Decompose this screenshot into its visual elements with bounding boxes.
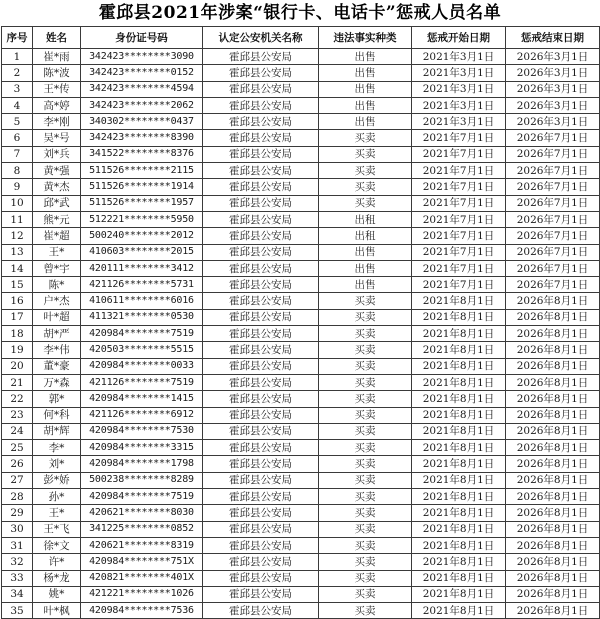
cell-violation-type: 出售	[319, 81, 412, 97]
cell-police-authority: 霍邱县公安局	[203, 277, 319, 293]
cell-end-date: 2026年8月1日	[506, 586, 600, 602]
cell-name: 董*豪	[33, 358, 81, 374]
cell-id-number: 421126********7519	[81, 374, 203, 390]
cell-index: 5	[2, 114, 33, 130]
cell-police-authority: 霍邱县公安局	[203, 489, 319, 505]
cell-index: 16	[2, 293, 33, 309]
cell-end-date: 2026年3月1日	[506, 65, 600, 81]
cell-name: 黄*杰	[33, 179, 81, 195]
cell-id-number: 421126********5731	[81, 277, 203, 293]
cell-start-date: 2021年7月1日	[412, 244, 506, 260]
cell-name: 黄*强	[33, 163, 81, 179]
table-row	[2, 358, 600, 374]
cell-police-authority: 霍邱县公安局	[203, 342, 319, 358]
cell-police-authority: 霍邱县公安局	[203, 179, 319, 195]
cell-end-date: 2026年8月1日	[506, 505, 600, 521]
cell-end-date: 2026年8月1日	[506, 423, 600, 439]
cell-end-date: 2026年7月1日	[506, 228, 600, 244]
cell-id-number: 420821********401X	[81, 570, 203, 586]
table-row	[2, 309, 600, 325]
cell-index: 30	[2, 521, 33, 537]
cell-name: 胡*严	[33, 326, 81, 342]
cell-police-authority: 霍邱县公安局	[203, 65, 319, 81]
cell-name: 王*飞	[33, 521, 81, 537]
cell-violation-type: 买卖	[319, 603, 412, 619]
cell-index: 13	[2, 244, 33, 260]
cell-id-number: 500238********8289	[81, 472, 203, 488]
cell-police-authority: 霍邱县公安局	[203, 603, 319, 619]
cell-violation-type: 买卖	[319, 374, 412, 390]
cell-end-date: 2026年8月1日	[506, 472, 600, 488]
cell-violation-type: 买卖	[319, 342, 412, 358]
cell-police-authority: 霍邱县公安局	[203, 456, 319, 472]
cell-start-date: 2021年7月1日	[412, 163, 506, 179]
cell-id-number: 420503********5515	[81, 342, 203, 358]
cell-end-date: 2026年7月1日	[506, 195, 600, 211]
cell-index: 22	[2, 391, 33, 407]
cell-name: 姚*	[33, 586, 81, 602]
cell-id-number: 420111********3412	[81, 260, 203, 276]
cell-id-number: 341225********0852	[81, 521, 203, 537]
cell-index: 3	[2, 81, 33, 97]
table-row	[2, 81, 600, 97]
cell-index: 2	[2, 65, 33, 81]
cell-police-authority: 霍邱县公安局	[203, 163, 319, 179]
cell-start-date: 2021年7月1日	[412, 146, 506, 162]
cell-id-number: 420984********751X	[81, 554, 203, 570]
table-row	[2, 228, 600, 244]
cell-end-date: 2026年3月1日	[506, 81, 600, 97]
cell-police-authority: 霍邱县公安局	[203, 554, 319, 570]
cell-id-number: 420984********7536	[81, 603, 203, 619]
cell-index: 27	[2, 472, 33, 488]
cell-start-date: 2021年8月1日	[412, 407, 506, 423]
cell-violation-type: 出售	[319, 260, 412, 276]
table-row	[2, 554, 600, 570]
cell-id-number: 410603********2015	[81, 244, 203, 260]
table-row	[2, 163, 600, 179]
cell-name: 陈*	[33, 277, 81, 293]
cell-index: 31	[2, 537, 33, 553]
cell-end-date: 2026年8月1日	[506, 342, 600, 358]
cell-start-date: 2021年8月1日	[412, 489, 506, 505]
cell-violation-type: 买卖	[319, 309, 412, 325]
cell-violation-type: 买卖	[319, 440, 412, 456]
cell-violation-type: 出售	[319, 97, 412, 113]
cell-end-date: 2026年3月1日	[506, 114, 600, 130]
table-row	[2, 49, 600, 65]
cell-name: 李*伟	[33, 342, 81, 358]
cell-start-date: 2021年8月1日	[412, 326, 506, 342]
cell-end-date: 2026年8月1日	[506, 391, 600, 407]
cell-start-date: 2021年3月1日	[412, 81, 506, 97]
cell-start-date: 2021年3月1日	[412, 97, 506, 113]
cell-violation-type: 买卖	[319, 195, 412, 211]
cell-end-date: 2026年7月1日	[506, 260, 600, 276]
cell-police-authority: 霍邱县公安局	[203, 97, 319, 113]
cell-violation-type: 买卖	[319, 505, 412, 521]
cell-name: 王*	[33, 505, 81, 521]
cell-index: 19	[2, 342, 33, 358]
column-header-violation-type: 违法事实种类	[319, 27, 412, 49]
cell-start-date: 2021年8月1日	[412, 570, 506, 586]
cell-id-number: 420984********1415	[81, 391, 203, 407]
cell-index: 33	[2, 570, 33, 586]
cell-start-date: 2021年8月1日	[412, 423, 506, 439]
cell-name: 孙*	[33, 489, 81, 505]
cell-end-date: 2026年7月1日	[506, 277, 600, 293]
cell-id-number: 420984********7519	[81, 489, 203, 505]
cell-start-date: 2021年8月1日	[412, 472, 506, 488]
cell-start-date: 2021年8月1日	[412, 440, 506, 456]
cell-police-authority: 霍邱县公安局	[203, 440, 319, 456]
cell-start-date: 2021年8月1日	[412, 342, 506, 358]
cell-name: 崔*超	[33, 228, 81, 244]
cell-end-date: 2026年8月1日	[506, 358, 600, 374]
cell-index: 24	[2, 423, 33, 439]
cell-violation-type: 出租	[319, 228, 412, 244]
cell-id-number: 421126********6912	[81, 407, 203, 423]
table-row	[2, 65, 600, 81]
table-row	[2, 293, 600, 309]
cell-id-number: 421221********1026	[81, 586, 203, 602]
cell-id-number: 342423********3090	[81, 49, 203, 65]
cell-police-authority: 霍邱县公安局	[203, 423, 319, 439]
column-header-name: 姓名	[33, 27, 81, 49]
cell-violation-type: 买卖	[319, 163, 412, 179]
cell-id-number: 342423********8390	[81, 130, 203, 146]
cell-id-number: 411321********0530	[81, 309, 203, 325]
cell-start-date: 2021年8月1日	[412, 521, 506, 537]
cell-name: 徐*文	[33, 537, 81, 553]
cell-end-date: 2026年8月1日	[506, 570, 600, 586]
column-header-police-authority: 认定公安机关名称	[203, 27, 319, 49]
cell-police-authority: 霍邱县公安局	[203, 293, 319, 309]
cell-end-date: 2026年8月1日	[506, 309, 600, 325]
cell-start-date: 2021年8月1日	[412, 358, 506, 374]
table-row	[2, 586, 600, 602]
cell-start-date: 2021年8月1日	[412, 554, 506, 570]
cell-end-date: 2026年8月1日	[506, 293, 600, 309]
cell-name: 王*传	[33, 81, 81, 97]
cell-index: 11	[2, 211, 33, 227]
table-row	[2, 505, 600, 521]
cell-id-number: 420621********8319	[81, 537, 203, 553]
cell-police-authority: 霍邱县公安局	[203, 326, 319, 342]
cell-index: 6	[2, 130, 33, 146]
cell-start-date: 2021年8月1日	[412, 293, 506, 309]
cell-violation-type: 出售	[319, 49, 412, 65]
cell-id-number: 511526********1914	[81, 179, 203, 195]
cell-violation-type: 买卖	[319, 358, 412, 374]
table-row	[2, 603, 600, 619]
cell-violation-type: 出租	[319, 211, 412, 227]
cell-start-date: 2021年8月1日	[412, 374, 506, 390]
cell-violation-type: 买卖	[319, 521, 412, 537]
cell-id-number: 341522********8376	[81, 146, 203, 162]
cell-violation-type: 买卖	[319, 423, 412, 439]
cell-index: 8	[2, 163, 33, 179]
cell-id-number: 512221********5950	[81, 211, 203, 227]
cell-police-authority: 霍邱县公安局	[203, 81, 319, 97]
cell-end-date: 2026年8月1日	[506, 407, 600, 423]
cell-police-authority: 霍邱县公安局	[203, 260, 319, 276]
column-header-index: 序号	[2, 27, 33, 49]
table-body	[2, 49, 600, 619]
cell-index: 7	[2, 146, 33, 162]
cell-end-date: 2026年8月1日	[506, 326, 600, 342]
cell-name: 崔*雨	[33, 49, 81, 65]
cell-end-date: 2026年8月1日	[506, 603, 600, 619]
cell-violation-type: 买卖	[319, 472, 412, 488]
cell-end-date: 2026年3月1日	[506, 49, 600, 65]
table-row	[2, 326, 600, 342]
cell-name: 彭*娇	[33, 472, 81, 488]
cell-police-authority: 霍邱县公安局	[203, 146, 319, 162]
table-row	[2, 423, 600, 439]
cell-violation-type: 出售	[319, 277, 412, 293]
cell-index: 26	[2, 456, 33, 472]
cell-index: 32	[2, 554, 33, 570]
cell-name: 吴*号	[33, 130, 81, 146]
cell-police-authority: 霍邱县公安局	[203, 49, 319, 65]
cell-violation-type: 出售	[319, 65, 412, 81]
cell-violation-type: 出售	[319, 114, 412, 130]
table-row	[2, 472, 600, 488]
table-row	[2, 374, 600, 390]
cell-id-number: 420984********3315	[81, 440, 203, 456]
cell-end-date: 2026年8月1日	[506, 440, 600, 456]
cell-violation-type: 买卖	[319, 537, 412, 553]
cell-index: 4	[2, 97, 33, 113]
table-row	[2, 489, 600, 505]
cell-name: 王*	[33, 244, 81, 260]
cell-police-authority: 霍邱县公安局	[203, 537, 319, 553]
cell-name: 李*刚	[33, 114, 81, 130]
cell-name: 叶*超	[33, 309, 81, 325]
cell-police-authority: 霍邱县公安局	[203, 114, 319, 130]
cell-end-date: 2026年7月1日	[506, 163, 600, 179]
cell-violation-type: 买卖	[319, 407, 412, 423]
cell-violation-type: 买卖	[319, 570, 412, 586]
cell-name: 李*	[33, 440, 81, 456]
cell-end-date: 2026年7月1日	[506, 130, 600, 146]
cell-id-number: 342423********4594	[81, 81, 203, 97]
cell-police-authority: 霍邱县公安局	[203, 586, 319, 602]
cell-violation-type: 买卖	[319, 326, 412, 342]
cell-violation-type: 买卖	[319, 391, 412, 407]
table-row	[2, 114, 600, 130]
table-row	[2, 244, 600, 260]
cell-end-date: 2026年7月1日	[506, 244, 600, 260]
cell-police-authority: 霍邱县公安局	[203, 358, 319, 374]
cell-id-number: 342423********0152	[81, 65, 203, 81]
table-row	[2, 456, 600, 472]
cell-index: 28	[2, 489, 33, 505]
table-row	[2, 440, 600, 456]
cell-violation-type: 买卖	[319, 179, 412, 195]
cell-police-authority: 霍邱县公安局	[203, 195, 319, 211]
table-row	[2, 521, 600, 537]
cell-start-date: 2021年8月1日	[412, 537, 506, 553]
cell-name: 熊*元	[33, 211, 81, 227]
cell-name: 何*科	[33, 407, 81, 423]
table-row	[2, 260, 600, 276]
cell-violation-type: 买卖	[319, 146, 412, 162]
cell-violation-type: 出售	[319, 244, 412, 260]
cell-start-date: 2021年7月1日	[412, 260, 506, 276]
cell-end-date: 2026年8月1日	[506, 456, 600, 472]
cell-end-date: 2026年8月1日	[506, 521, 600, 537]
cell-start-date: 2021年8月1日	[412, 456, 506, 472]
cell-start-date: 2021年7月1日	[412, 211, 506, 227]
cell-start-date: 2021年3月1日	[412, 65, 506, 81]
cell-name: 刘*	[33, 456, 81, 472]
cell-index: 29	[2, 505, 33, 521]
cell-police-authority: 霍邱县公安局	[203, 407, 319, 423]
cell-police-authority: 霍邱县公安局	[203, 374, 319, 390]
cell-index: 21	[2, 374, 33, 390]
offender-table	[1, 26, 600, 619]
cell-index: 34	[2, 586, 33, 602]
cell-police-authority: 霍邱县公安局	[203, 521, 319, 537]
cell-end-date: 2026年8月1日	[506, 537, 600, 553]
cell-id-number: 511526********2115	[81, 163, 203, 179]
cell-start-date: 2021年7月1日	[412, 130, 506, 146]
cell-index: 9	[2, 179, 33, 195]
cell-violation-type: 买卖	[319, 489, 412, 505]
cell-name: 刘*兵	[33, 146, 81, 162]
cell-index: 23	[2, 407, 33, 423]
cell-violation-type: 买卖	[319, 130, 412, 146]
column-header-start-date: 惩戒开始日期	[412, 27, 506, 49]
cell-id-number: 500240********2012	[81, 228, 203, 244]
cell-name: 邱*武	[33, 195, 81, 211]
cell-police-authority: 霍邱县公安局	[203, 130, 319, 146]
cell-start-date: 2021年8月1日	[412, 309, 506, 325]
cell-start-date: 2021年7月1日	[412, 195, 506, 211]
cell-start-date: 2021年8月1日	[412, 603, 506, 619]
cell-index: 12	[2, 228, 33, 244]
table-row	[2, 179, 600, 195]
cell-index: 35	[2, 603, 33, 619]
cell-police-authority: 霍邱县公安局	[203, 244, 319, 260]
table-row	[2, 97, 600, 113]
cell-police-authority: 霍邱县公安局	[203, 309, 319, 325]
cell-index: 14	[2, 260, 33, 276]
cell-id-number: 420984********7530	[81, 423, 203, 439]
table-row	[2, 537, 600, 553]
table-header-row	[2, 27, 600, 49]
table-row	[2, 407, 600, 423]
cell-name: 户*杰	[33, 293, 81, 309]
table-row	[2, 570, 600, 586]
cell-index: 1	[2, 49, 33, 65]
cell-id-number: 420984********0033	[81, 358, 203, 374]
cell-id-number: 410611********6016	[81, 293, 203, 309]
cell-start-date: 2021年8月1日	[412, 391, 506, 407]
cell-index: 15	[2, 277, 33, 293]
table-row	[2, 277, 600, 293]
cell-index: 10	[2, 195, 33, 211]
cell-police-authority: 霍邱县公安局	[203, 570, 319, 586]
cell-police-authority: 霍邱县公安局	[203, 211, 319, 227]
table-row	[2, 391, 600, 407]
cell-name: 曾*宇	[33, 260, 81, 276]
cell-violation-type: 买卖	[319, 293, 412, 309]
cell-name: 许*	[33, 554, 81, 570]
cell-name: 高*婷	[33, 97, 81, 113]
cell-name: 陈*波	[33, 65, 81, 81]
cell-start-date: 2021年8月1日	[412, 586, 506, 602]
cell-end-date: 2026年7月1日	[506, 146, 600, 162]
cell-name: 郭*	[33, 391, 81, 407]
cell-index: 17	[2, 309, 33, 325]
cell-id-number: 420621********8030	[81, 505, 203, 521]
cell-police-authority: 霍邱县公安局	[203, 472, 319, 488]
cell-end-date: 2026年8月1日	[506, 374, 600, 390]
page-title: 霍邱县2021年涉案“银行卡、电话卡”惩戒人员名单	[98, 3, 502, 23]
cell-police-authority: 霍邱县公安局	[203, 505, 319, 521]
cell-start-date: 2021年7月1日	[412, 228, 506, 244]
cell-id-number: 340302********0437	[81, 114, 203, 130]
cell-name: 万*森	[33, 374, 81, 390]
cell-violation-type: 买卖	[319, 554, 412, 570]
cell-start-date: 2021年7月1日	[412, 179, 506, 195]
cell-police-authority: 霍邱县公安局	[203, 391, 319, 407]
cell-end-date: 2026年3月1日	[506, 97, 600, 113]
cell-start-date: 2021年3月1日	[412, 49, 506, 65]
table-row	[2, 146, 600, 162]
cell-end-date: 2026年8月1日	[506, 489, 600, 505]
cell-violation-type: 买卖	[319, 586, 412, 602]
cell-start-date: 2021年8月1日	[412, 505, 506, 521]
cell-id-number: 511526********1957	[81, 195, 203, 211]
column-header-end-date: 惩戒结束日期	[506, 27, 600, 49]
cell-end-date: 2026年8月1日	[506, 554, 600, 570]
cell-name: 胡*辉	[33, 423, 81, 439]
cell-violation-type: 买卖	[319, 456, 412, 472]
table-row	[2, 342, 600, 358]
table-row	[2, 211, 600, 227]
cell-police-authority: 霍邱县公安局	[203, 228, 319, 244]
cell-index: 25	[2, 440, 33, 456]
cell-id-number: 342423********2062	[81, 97, 203, 113]
cell-start-date: 2021年3月1日	[412, 114, 506, 130]
cell-name: 叶*枫	[33, 603, 81, 619]
cell-id-number: 420984********1798	[81, 456, 203, 472]
cell-id-number: 420984********7519	[81, 326, 203, 342]
column-header-id-number: 身份证号码	[81, 27, 203, 49]
cell-end-date: 2026年7月1日	[506, 211, 600, 227]
cell-index: 20	[2, 358, 33, 374]
cell-start-date: 2021年7月1日	[412, 277, 506, 293]
cell-index: 18	[2, 326, 33, 342]
table-row	[2, 130, 600, 146]
cell-end-date: 2026年7月1日	[506, 179, 600, 195]
table-row	[2, 195, 600, 211]
cell-name: 杨*龙	[33, 570, 81, 586]
